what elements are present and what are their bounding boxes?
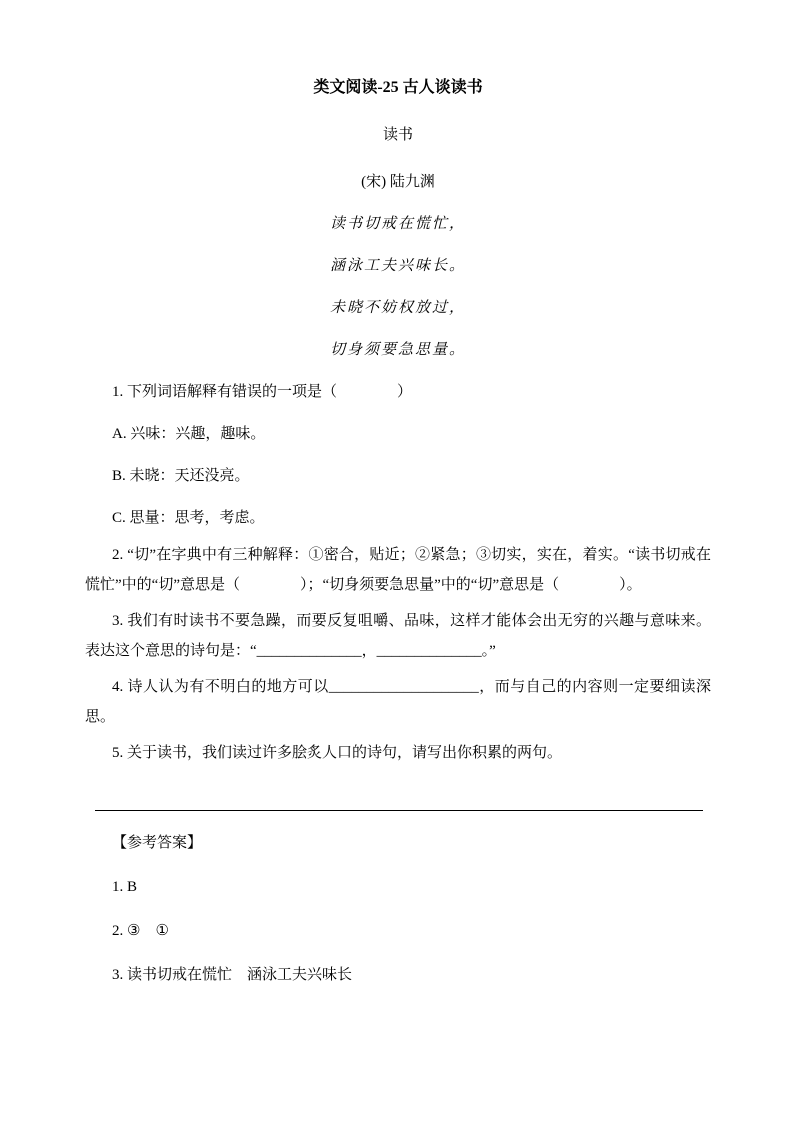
question-5-text: 5. 关于读书，我们读过许多脍炙人口的诗句，请写出你积累的两句。	[112, 745, 563, 761]
question-1-option-a: A. 兴味：兴趣，趣味。	[112, 426, 266, 442]
answer-item-2: 2. ③ ①	[112, 923, 169, 939]
poem-title: 读书	[382, 127, 413, 143]
question-2-text: 2. “切”在字典中有三种解释：①密合，贴近；②紧急；③切实，实在，着实。“读书切戒在慌忙”中的“切”意思是（ ）；“切身须要急思量”中的“切”意思是（ ）。	[85, 547, 711, 593]
answer-item-1: 1. B	[112, 879, 138, 895]
question-1-option-c: C. 思量：思考，考虑。	[112, 510, 265, 526]
section-divider	[95, 810, 703, 811]
answers-header: 【参考答案】	[112, 835, 203, 851]
poem-line: 涵泳工夫兴味长。	[329, 258, 466, 274]
question-3-text: 3. 我们有时读书不要急躁，而要反复咀嚼、品味，这样才能体会出无穷的兴趣与意味来。表达这个意思的诗句是：“______________，______________。”	[85, 613, 711, 659]
question-1-option-b: B. 未晓：天还没亮。	[112, 468, 250, 484]
document-title: 类文阅读-25 古人谈读书	[313, 79, 483, 96]
poem-line: 读书切戒在慌忙，	[329, 216, 466, 232]
poem-line: 切身须要急思量。	[329, 342, 466, 358]
answer-item-3: 3. 读书切戒在慌忙 涵泳工夫兴味长	[112, 967, 353, 983]
poem-line: 未晓不妨权放过，	[329, 300, 466, 316]
question-1-stem: 1. 下列词语解释有错误的一项是（ ）	[112, 384, 413, 400]
question-4-text: 4. 诗人认为有不明白的地方可以____________________，而与自己的内容则一定要细读深思。	[85, 679, 711, 725]
poem-author: (宋) 陆九渊	[361, 174, 435, 190]
